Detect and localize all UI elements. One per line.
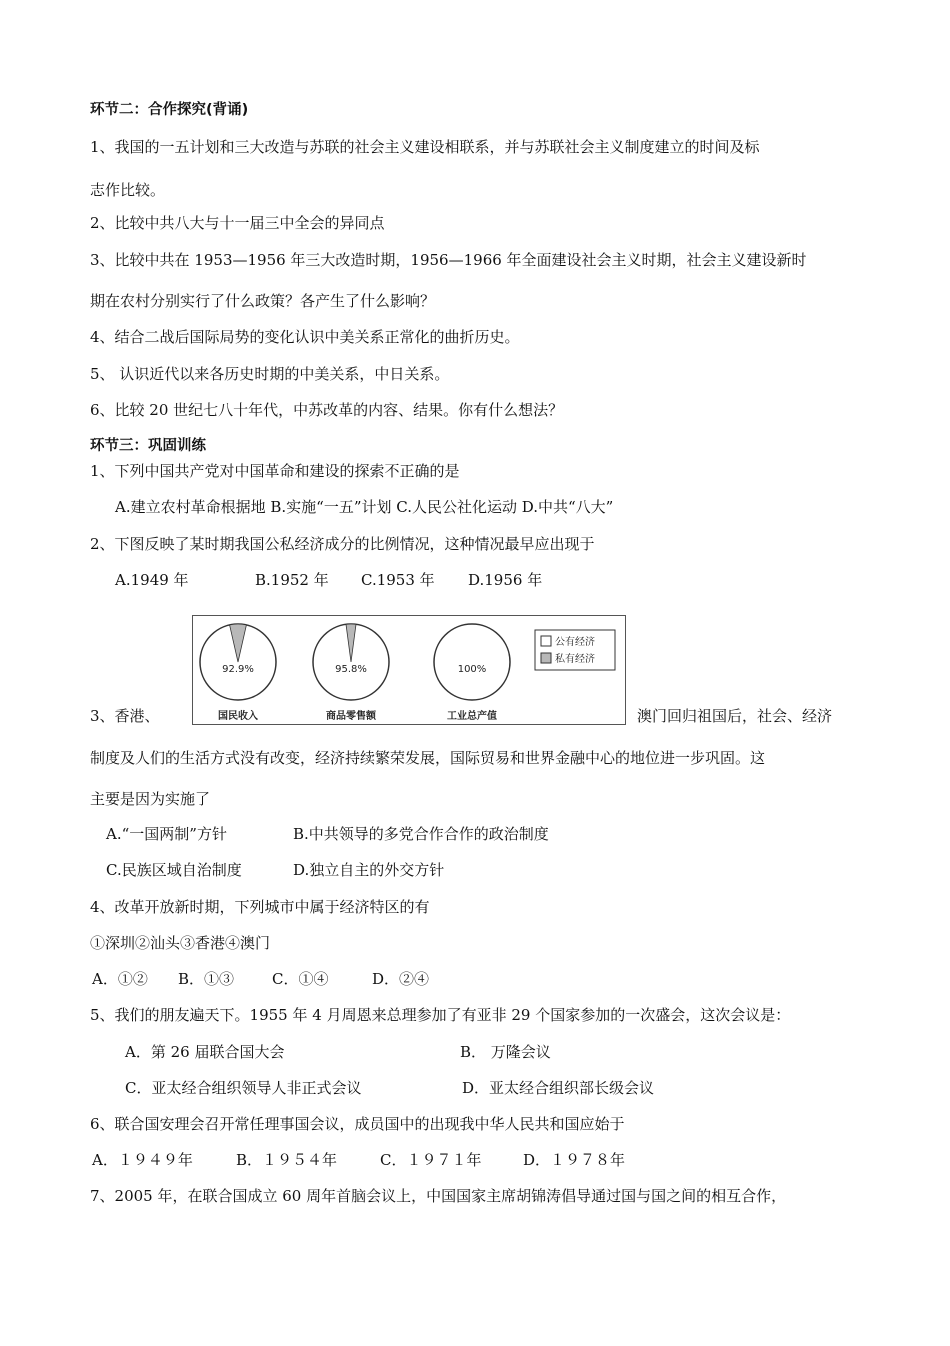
pie-category-label-3: 工业总产值 [447,711,497,722]
pie-category-label-1: 国民收入 [218,711,258,722]
q5-option-c: C．亚太经合组织领导人非正式会议 [125,1079,362,1097]
legend-label-private: 私有经济 [555,654,595,665]
pie-value-label-1: 92.9% [222,664,254,675]
legend-swatch-public [541,636,551,646]
section3-heading: 环节三：巩固训练 [90,438,206,454]
q1-stem: 1、下列中国共产党对中国革命和建设的探索不正确的是 [90,462,460,480]
q3-option-b: B.中共领导的多党合作合作的政治制度 [293,825,549,843]
q2-option-c: C.1953 年 [361,571,435,589]
q6-option-d: D．１９７８年 [523,1151,626,1169]
pie-value-label-3: 100% [457,664,487,675]
pie-chart-figure [192,615,626,725]
q2-stem: 2、下图反映了某时期我国公私经济成分的比例情况，这种情况最早应出现于 [90,535,595,553]
q6-option-c: C．１９７１年 [380,1151,482,1169]
q3-suffix: 澳门回归祖国后，社会、经济 [637,707,833,725]
q4-option-c: C．①④ [272,970,329,988]
q6-option-b: B．１９５４年 [236,1151,338,1169]
q3-option-d: D.独立自主的外交方针 [293,861,445,879]
q5-option-d: D．亚太经合组织部长级会议 [462,1079,655,1097]
q6-option-a: A．１９４９年 [92,1151,193,1169]
legend-label-public: 公有经济 [555,637,595,648]
q2-option-b: B.1952 年 [255,571,329,589]
section2-item-1: 1、我国的一五计划和三大改造与苏联的社会主义建设相联系，并与苏联社会主义制度建立的时间及标 [90,138,760,156]
q4-stem: 4、改革开放新时期，下列城市中属于经济特区的有 [90,898,430,916]
q2-option-d: D.1956 年 [468,571,543,589]
q4-option-b: B．①③ [178,970,235,988]
section2-item-5: 5、 认识近代以来各历史时期的中美关系，中日关系。 [90,365,450,383]
q7-stem: 7、2005 年，在联合国成立 60 周年首脑会议上，中国国家主席胡锦涛倡导通过国与国之间的相互合作， [90,1187,787,1205]
section2-item-1-cont: 志作比较。 [90,181,166,199]
pie-chart-svg [193,616,625,724]
q3-prefix: 3、香港、 [90,707,160,725]
q3-line2: 制度及人们的生活方式没有改变，经济持续繁荣发展，国际贸易和世界金融中心的地位进一步巩固。这 [90,749,766,767]
q2-option-a: A.1949 年 [115,571,189,589]
q3-option-a: A.“一国两制”方针 [106,825,227,843]
section2-item-2: 2、比较中共八大与十一届三中全会的异同点 [90,214,385,232]
pie-value-label-2: 95.8% [335,664,367,675]
pie-category-label-2: 商品零售额 [326,711,376,722]
q1-options: A.建立农村革命根据地 B.实施“一五”计划 C.人民公社化运动 D.中共“八大” [115,498,614,516]
q3-line3: 主要是因为实施了 [90,790,211,808]
q5-option-b: B． 万隆会议 [460,1043,551,1061]
q4-list: ①深圳②汕头③香港④澳门 [90,934,271,952]
section2-heading: 环节二：合作探究(背诵) [90,102,249,118]
section2-item-4: 4、结合二战后国际局势的变化认识中美关系正常化的曲折历史。 [90,328,520,346]
section2-item-3-cont: 期在农村分别实行了什么政策？各产生了什么影响？ [90,292,436,310]
q5-stem: 5、我们的朋友遍天下。1955 年 4 月周恩来总理参加了有亚非 29 个国家参加的一次盛会，这次会议是： [90,1006,791,1024]
q5-option-a: A．第 26 届联合国大会 [125,1043,285,1061]
q4-option-a: A．①② [92,970,148,988]
section2-item-6: 6、比较 20 世纪七八十年代，中苏改革的内容、结果。你有什么想法？ [90,401,564,419]
q6-stem: 6、联合国安理会召开常任理事国会议，成员国中的出现我中华人民共和国应始于 [90,1115,625,1133]
q3-option-c: C.民族区域自治制度 [106,861,242,879]
pie-public-slice-3 [434,624,510,700]
legend-swatch-private [541,653,551,663]
section2-item-3: 3、比较中共在 1953—1956 年三大改造时期，1956—1966 年全面建设社会主义时期，社会主义建设新时 [90,251,807,269]
q4-option-d: D．②④ [372,970,430,988]
